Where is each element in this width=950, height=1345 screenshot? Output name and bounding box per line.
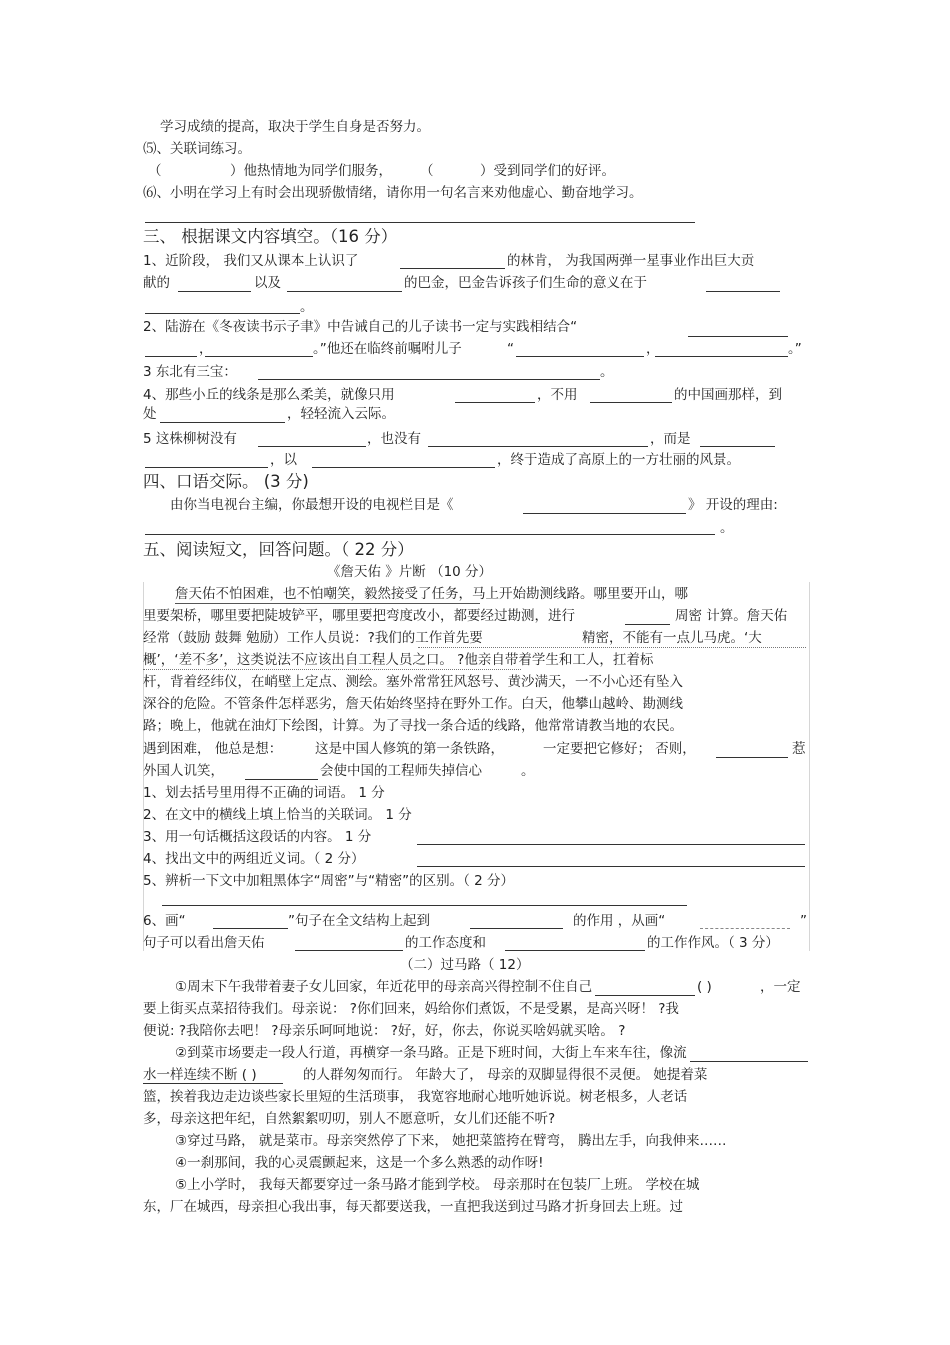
text-fragment: ，一定 [760,979,801,995]
answer-blank [213,928,288,929]
text-fragment: ）他热情地为同学们服务， [230,163,392,179]
text-fragment: ， [199,341,213,357]
answer-blank [178,291,251,292]
passage-line: 便说: ?我陪你去吧！ ?母亲乐呵呵地说： ?好，好，你去，你说买啥妈就买啥。 ? [143,1023,626,1039]
text-fragment: （ [420,163,434,179]
passage-line: ④一刹那间，我的心灵震颤起来，这是一个多么熟悉的动作呀! [175,1155,544,1171]
text-fragment: 以及 [254,275,281,291]
passage-line: ②到菜市场要走一段人行道，再横穿一条马路。正是下班时间，大街上车来车往，像流 [175,1045,687,1061]
question-line: 2、在文中的横线上填上恰当的关联词。 1 分 [143,807,412,823]
underline-mark [690,1061,808,1062]
text-fragment: 。 [600,364,614,380]
answer-blank [400,268,505,269]
text-fragment: ①周末下午我带着妻子女儿回家，年近花甲的母亲高兴得控制不住自己 [175,979,593,995]
answer-blank [523,513,686,514]
answer-blank [655,356,788,357]
passage-line: 要上街买点菜招待我们。母亲说： ?你们回来，妈给你们煮饭，不是受累，是高兴呀！ ?我 [143,1001,679,1017]
answer-line [162,905,687,906]
text-line: 学习成绩的提高，取决于学生自身是否努力。 [160,119,430,135]
answer-blank [700,446,775,447]
text-fragment: 这是中国人修筑的第一条铁路， [315,741,504,757]
passage-line: 多，母亲这把年纪，自然絮絮叨叨，别人不愿意听，女儿们还能不听? [143,1111,556,1127]
answer-blank [145,467,268,468]
text-fragment: 4、那些小丘的线条是那么柔美，就像只用 [143,387,395,403]
passage-line: 篮，挨着我边走边谈些家长里短的生活琐事， 我宽容地耐心地听她诉说。树老根多，人老话 [143,1089,688,1105]
text-fragment: 会使中国的工程师失掉信心 [320,763,482,779]
answer-blank [295,950,403,951]
answer-blank [470,928,563,929]
text-fragment: ，轻轻流入云际。 [287,406,395,422]
text-fragment: ，不用 [537,387,578,403]
answer-blank [145,313,300,314]
answer-blank [245,779,318,780]
passage-line: ⑤上小学时， 我每天都要穿过一条马路才能到学校。 母亲那时在包装厂上班。 学校在城 [175,1177,700,1193]
text-fragment: ”句子在全文结构上起到 [288,913,430,929]
passage-line: 詹天佑不怕困难，也不怕嘲笑，毅然接受了任务，马上开始勘测线路。哪里要开山，哪 [175,586,688,602]
passage-line: 路；晚上，他就在油灯下绘图，计算。为了寻找一条合适的线路，他常常请教当地的农民。 [143,718,683,734]
question-line: 3、用一句话概括这段话的内容。 1 分 [143,829,372,845]
text-fragment: 》 开设的理由: [688,497,778,513]
text-fragment: ” [800,913,807,929]
answer-line [145,222,695,223]
text-fragment: 精密，不能有一点儿马虎。‘大 [582,630,762,646]
text-fragment: ，也没有 [367,431,421,447]
question-line: 5、辨析一下文中加粗黑体字“周密”与“精密”的区别。（ 2 分） [143,873,514,889]
text-fragment: （ [148,163,162,179]
text-fragment: 由你当电视台主编，你最想开设的电视栏目是《 [170,497,454,513]
passage-line: 概’，‘差不多’，这类说法不应该出自工程人员之口。 ?他亲自带着学生和工人，扛着标 [143,652,654,668]
answer-blank [258,446,366,447]
text-fragment: 处 [143,406,157,422]
section-heading: 三、 根据课文内容填空。（16 分） [143,227,398,246]
text-fragment: ）受到同学们的好评。 [480,163,615,179]
passage-title: 《詹天佑 》片断 （10 分） [327,564,493,580]
text-fragment: 6、画“ [143,913,186,929]
passage-title: （二）过马路（ 12） [400,957,530,973]
answer-blank [716,757,788,758]
answer-blank [312,467,495,468]
text-fragment: 一定要把它修好； 否则， [543,741,696,757]
text-fragment: 的作用 ，从画“ [573,913,666,929]
text-fragment: 的工作作风。（ 3 分） [647,935,779,951]
text-fragment: 惹 [792,741,806,757]
wavy-underline [143,666,521,670]
passage-line: 深谷的危险。不管条件怎样恶劣，詹天佑始终坚持在野外工作。白天，他攀山越岭、勘测线 [143,696,683,712]
text-fragment: 5 这株柳树没有 [143,431,237,447]
answer-line [417,844,805,845]
text-fragment: 经常（鼓励 鼓舞 勉励）工作人员说：?我们的工作首先要 [143,630,483,646]
answer-blank [455,402,535,403]
text-fragment: 的人群匆匆而行。 年龄大了， 母亲的双脚显得很不灵便。 她提着菜 [303,1067,708,1083]
section-heading: 四、口语交际。 (3 分) [143,472,309,491]
passage-line: 杆，背着经纬仪，在峭壁上定点、测绘。塞外常常狂风怒号、黄沙满天，一不小心还有坠入 [143,674,683,690]
question-line: 4、找出文中的两组近义词。（ 2 分） [143,851,365,867]
answer-blank [625,624,670,625]
text-fragment: 献的 [143,275,170,291]
answer-blank [287,291,402,292]
text-fragment: 的中国画那样，到 [674,387,782,403]
text-fragment: 遇到困难， 他总是想： [143,741,283,757]
passage-line: ③穿过马路， 就是菜市。母亲突然停了下来， 她把菜篮挎在臂弯， 腾出左手，向我伸来…… [175,1133,727,1149]
text-fragment: 的工作态度和 [405,935,486,951]
text-fragment: 的林肯， 为我国两弹一星事业作出巨大贡 [507,253,755,269]
text-fragment: 周密 计算。詹天佑 [675,608,788,624]
text-fragment: 水一样连续不断 ( ) [143,1067,257,1083]
text-fragment: ，以 [270,452,297,468]
question-heading: ⑸、关联词练习。 [143,141,251,157]
answer-blank [688,336,788,337]
text-fragment: 。 [521,763,535,779]
answer-blank [516,356,644,357]
text-fragment: 1、近阶段， 我们又从课本上认识了 [143,253,359,269]
passage-line: 东，厂在城西，母亲担心我出事，每天都要送我，一直把我送到过马路才折身回去上班。过 [143,1199,683,1215]
wavy-underline [418,644,806,648]
answer-blank-wavy [700,928,790,929]
text-fragment: ，而是 [650,431,691,447]
answer-blank [505,950,645,951]
text-fragment: 句子可以看出詹天佑 [143,935,265,951]
text-fragment: 3 东北有三宝： [143,364,237,380]
text-fragment: 里要架桥，哪里要把陡坡铲平，哪里要把弯度改小，都要经过勘测，进行 [143,608,575,624]
answer-line [417,866,805,867]
underline-mark [175,603,480,604]
text-fragment: ， [646,341,660,357]
text-fragment: 。 [300,299,314,315]
question-line: 1、划去括号里用得不正确的词语。 1 分 [143,785,385,801]
answer-blank [145,356,197,357]
answer-line [145,534,715,535]
answer-blank [590,402,672,403]
question-heading: ⑹、小明在学习上有时会出现骄傲情绪，请你用一句名言来劝他虚心、勤奋地学习。 [143,185,643,201]
text-fragment: 。 [720,520,734,536]
text-fragment: 外国人讥笑， [143,763,224,779]
answer-blank [258,379,600,380]
answer-blank [205,356,313,357]
text-fragment: 。” [788,341,802,357]
answer-blank [160,422,285,423]
answer-blank [428,446,648,447]
text-fragment: 的巴金，巴金告诉孩子们生命的意义在于 [404,275,647,291]
section-heading: 五、阅读短文，回答问题。（ 22 分） [143,540,414,559]
text-fragment: 2、陆游在《冬夜读书示子聿》中告诫自己的儿子读书一定与实践相结合“ [143,319,578,335]
underline-mark [143,1083,283,1084]
text-fragment: ，终于造成了高原上的一方壮丽的风景。 [497,452,740,468]
text-fragment: “ [507,341,514,357]
text-fragment: ( ) [697,979,712,995]
text-fragment: 。”他还在临终前嘱咐儿子 [313,341,462,357]
answer-blank [706,291,780,292]
underline-mark [595,995,695,996]
